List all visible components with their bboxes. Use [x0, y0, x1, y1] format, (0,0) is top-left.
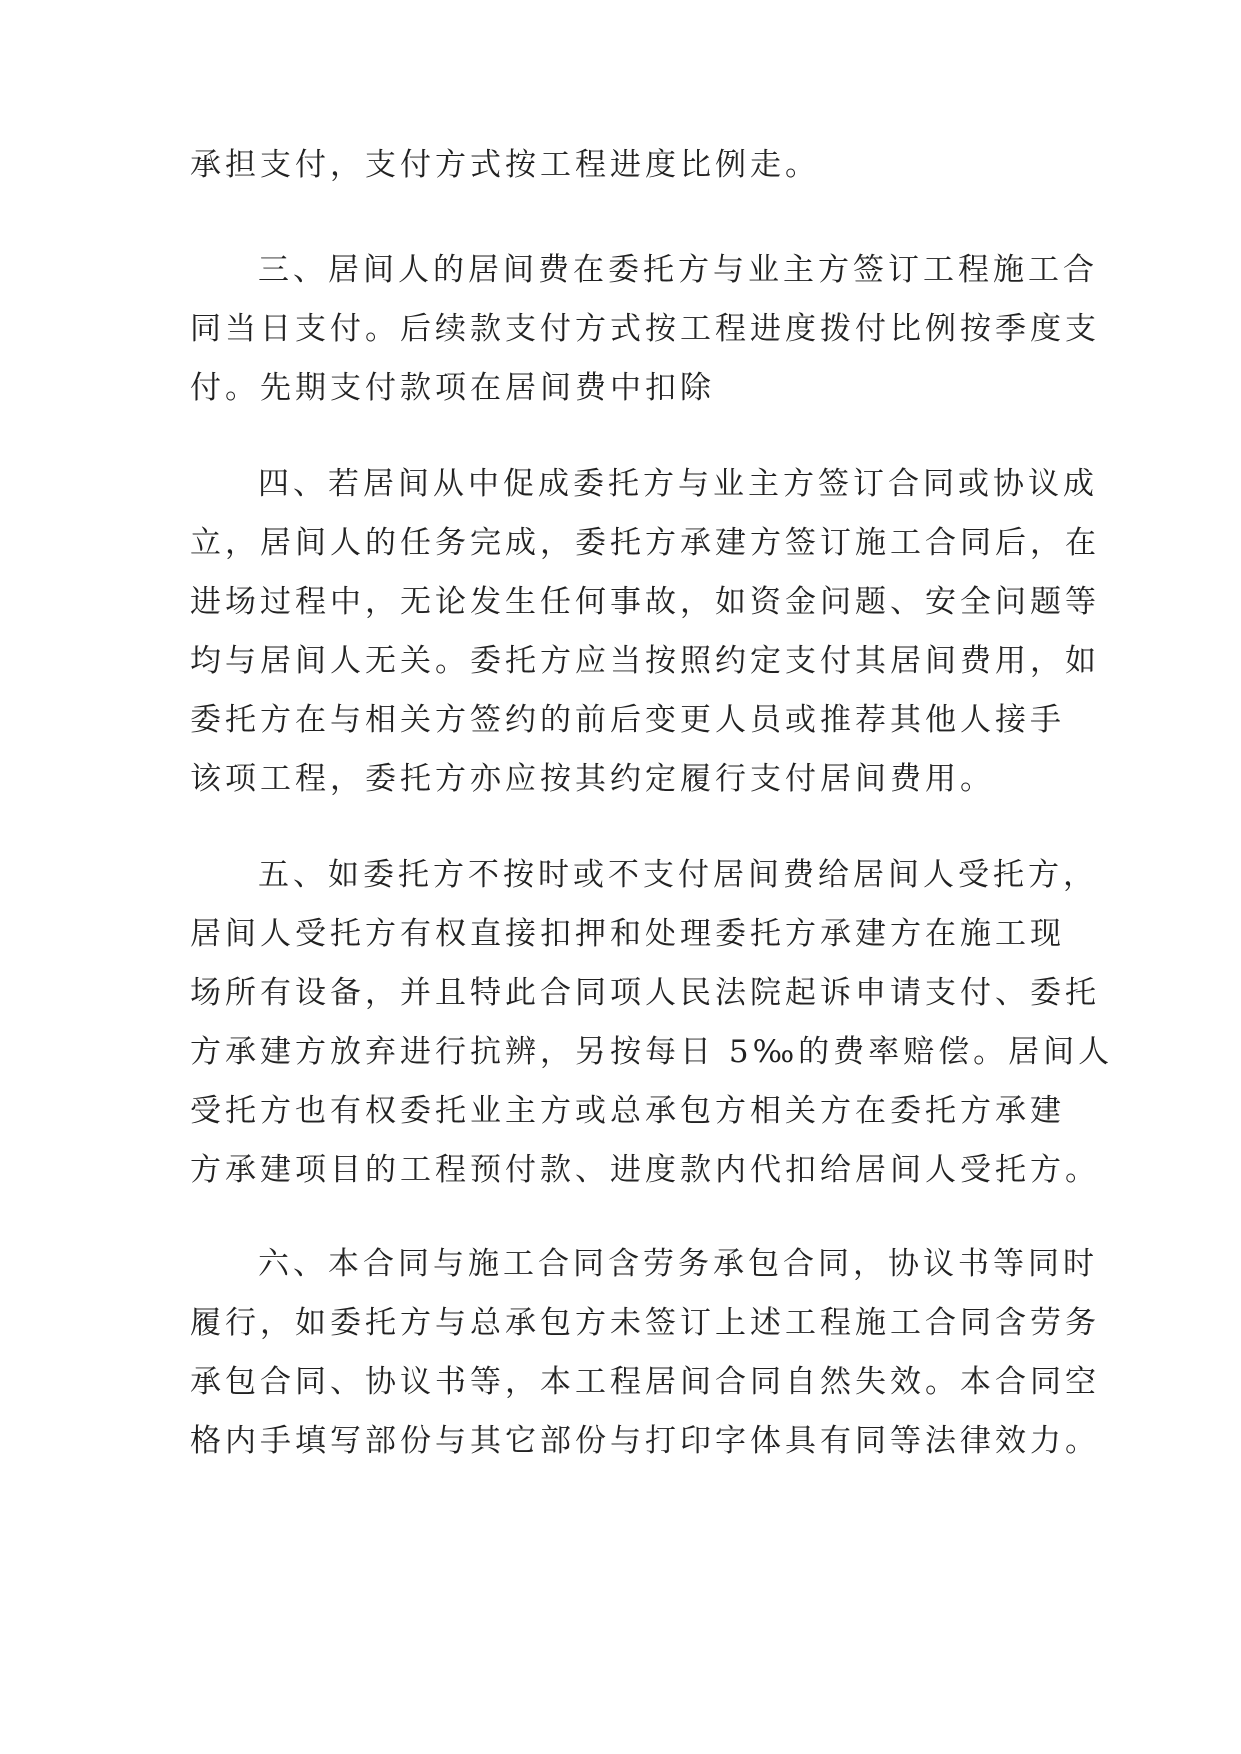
paragraph-line: 承包合同、协议书等，本工程居间合同自然失效。本合同空 [190, 1364, 1100, 1400]
paragraph-line: 同当日支付。后续款支付方式按工程进度拨付比例按季度支 [190, 311, 1100, 347]
paragraph-clause-5 [190, 846, 1114, 1200]
paragraph-line: 立，居间人的任务完成，委托方承建方签订施工合同后，在 [190, 525, 1100, 561]
paragraph-line: 受托方也有权委托业主方或总承包方相关方在委托方承建 [190, 1093, 1065, 1129]
paragraph-line: 均与居间人无关。委托方应当按照约定支付其居间费用，如 [190, 643, 1100, 679]
paragraph-line: 五、如委托方不按时或不支付居间费给居间人受托方， [258, 857, 1098, 893]
paragraph-line: 付。先期支付款项在居间费中扣除 [190, 370, 715, 406]
paragraph-line: 履行，如委托方与总承包方未签订上述工程施工合同含劳务 [190, 1305, 1100, 1341]
paragraph-line: 居间人受托方有权直接扣押和处理委托方承建方在施工现 [190, 916, 1065, 952]
paragraph-line: 该项工程，委托方亦应按其约定履行支付居间费用。 [190, 761, 995, 797]
paragraph-line: 三、居间人的居间费在委托方与业主方签订工程施工合 [258, 252, 1098, 288]
paragraph-line: 格内手填写部份与其它部份与打印字体具有同等法律效力。 [190, 1423, 1100, 1459]
paragraph-line: 方承建方放弃进行抗辨，另按每日 5‰的费率赔偿。居间人 [190, 1034, 1114, 1070]
paragraph-continuation [190, 136, 1060, 195]
paragraph-line: 委托方在与相关方签约的前后变更人员或推荐其他人接手 [190, 702, 1065, 738]
paragraph-clause-3 [190, 241, 1100, 418]
paragraph-clause-6 [190, 1235, 1100, 1471]
paragraph-clause-4 [190, 455, 1100, 809]
paragraph-line: 进场过程中，无论发生任何事故，如资金问题、安全问题等 [190, 584, 1100, 620]
paragraph-line: 四、若居间从中促成委托方与业主方签订合同或协议成 [258, 466, 1098, 502]
paragraph-line: 承担支付，支付方式按工程进度比例走。 [190, 147, 820, 183]
paragraph-line: 场所有设备，并且特此合同项人民法院起诉申请支付、委托 [190, 975, 1100, 1011]
paragraph-line: 方承建项目的工程预付款、进度款内代扣给居间人受托方。 [190, 1152, 1100, 1188]
paragraph-line: 六、本合同与施工合同含劳务承包合同，协议书等同时 [258, 1246, 1098, 1282]
